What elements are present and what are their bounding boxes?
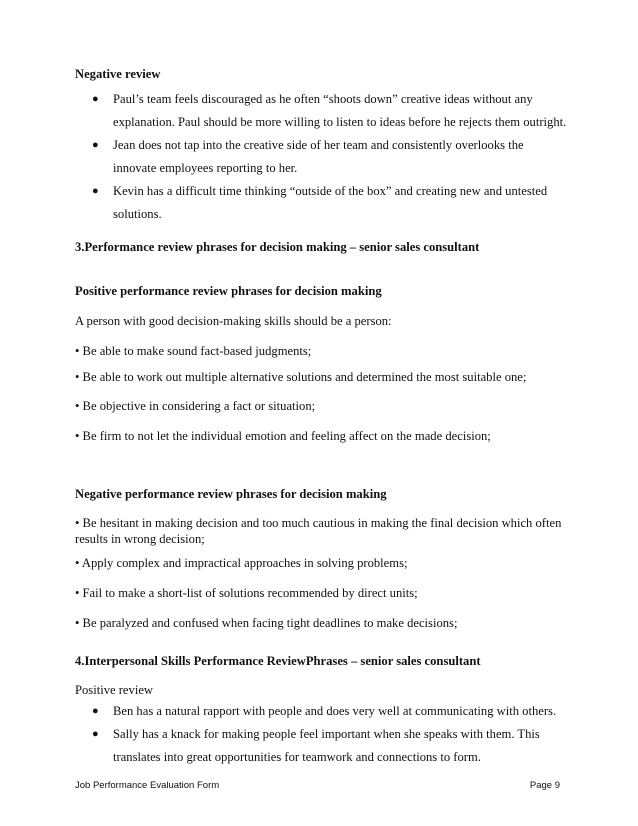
section-4-heading: 4.Interpersonal Skills Performance ReviewPhrases – senior sales consultant bbox=[75, 654, 481, 668]
bullet-dot-icon: ● bbox=[92, 139, 99, 151]
decision-intro: A person with good decision-making skills should be a person: bbox=[75, 314, 392, 328]
bullet-dot-icon: ● bbox=[92, 93, 99, 105]
interpersonal-bullet-1: Ben has a natural rapport with people and does very well at communicating with others. bbox=[113, 704, 557, 718]
negative-decision-item: • Fail to make a short-list of solutions recommended by direct units; bbox=[75, 586, 418, 600]
positive-decision-item: • Be firm to not let the individual emotion and feeling affect on the made decision; bbox=[75, 429, 491, 443]
positive-decision-heading: Positive performance review phrases for decision making bbox=[75, 284, 382, 298]
negative-review-heading: Negative review bbox=[75, 67, 161, 81]
positive-decision-item: • Be able to work out multiple alternative solutions and determined the most suitable one; bbox=[75, 370, 527, 384]
negative-decision-heading: Negative performance review phrases for decision making bbox=[75, 487, 387, 501]
negative-review-bullet-3-line-1: Kevin has a difficult time thinking “outside of the box” and creating new and untested bbox=[113, 184, 548, 198]
negative-decision-item: • Apply complex and impractical approaches in solving problems; bbox=[75, 556, 408, 570]
positive-decision-item: • Be able to make sound fact-based judgments; bbox=[75, 344, 312, 358]
negative-decision-item: • Be paralyzed and confused when facing tight deadlines to make decisions; bbox=[75, 616, 458, 630]
negative-review-bullet-1-line-1: Paul’s team feels discouraged as he often “shoots down” creative ideas without any bbox=[113, 92, 533, 106]
positive-review-label: Positive review bbox=[75, 683, 153, 697]
bullet-dot-icon: ● bbox=[92, 185, 99, 197]
negative-review-bullet-3-line-2: solutions. bbox=[113, 207, 162, 221]
bullet-dot-icon: ● bbox=[92, 728, 99, 740]
positive-decision-item: • Be objective in considering a fact or situation; bbox=[75, 399, 316, 413]
negative-review-bullet-2-line-2: innovate employees reporting to her. bbox=[113, 161, 298, 175]
footer-title: Job Performance Evaluation Form bbox=[75, 780, 220, 791]
bullet-dot-icon: ● bbox=[92, 705, 99, 717]
page-number: Page 9 bbox=[529, 780, 560, 791]
negative-review-bullet-2-line-1: Jean does not tap into the creative side of her team and consistently overlooks the bbox=[113, 138, 524, 152]
negative-decision-item-1-line-1: • Be hesitant in making decision and too much cautious in making the final decision which often bbox=[75, 516, 562, 530]
negative-review-bullet-1-line-2: explanation. Paul should be more willing to listen to ideas before he rejects them outright. bbox=[113, 115, 567, 129]
interpersonal-bullet-2-line-2: translates into great opportunities for teamwork and connections to form. bbox=[113, 750, 481, 764]
interpersonal-bullet-2-line-1: Sally has a knack for making people feel important when she speaks with them. This bbox=[113, 727, 540, 741]
negative-decision-item-1-line-2: results in wrong decision; bbox=[75, 532, 205, 546]
section-3-heading: 3.Performance review phrases for decision making – senior sales consultant bbox=[75, 240, 480, 254]
